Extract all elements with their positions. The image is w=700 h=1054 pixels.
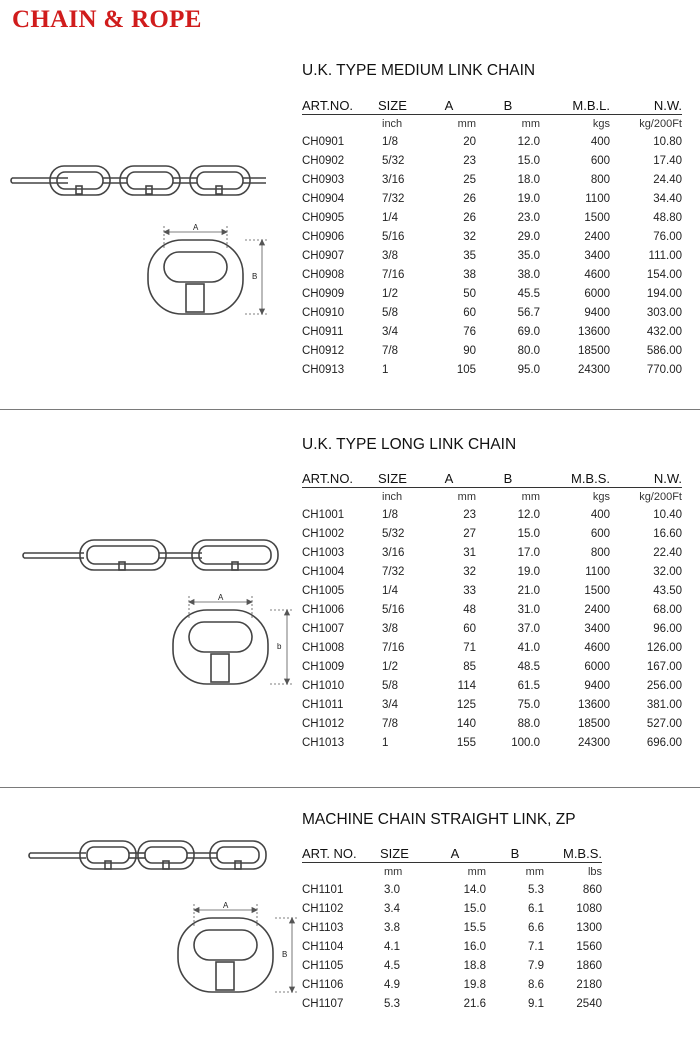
table-row: [302, 657, 682, 676]
spec-cell: 125: [456, 698, 476, 711]
long-link-chain-illustration: [22, 532, 282, 582]
long-link-dimension-diagram: [165, 592, 300, 692]
spec-cell: 71: [463, 641, 476, 654]
spec-cell: 6000: [584, 660, 610, 673]
article-number-cell: CH1106: [302, 978, 344, 991]
column-header: M.B.L.: [540, 93, 610, 115]
article-number-cell: CH0902: [302, 154, 345, 167]
spec-cell: 76: [463, 325, 476, 338]
spec-cell: 600: [590, 154, 610, 167]
spec-cell: 1500: [584, 211, 610, 224]
spec-cell: 7.9: [528, 959, 544, 972]
spec-cell: 6.1: [528, 902, 544, 915]
spec-cell: 27: [463, 527, 476, 540]
column-header: M.B.S.: [544, 841, 602, 863]
article-number-cell: CH1009: [302, 660, 345, 673]
table-row: [302, 899, 602, 918]
column-header: ART. NO.: [302, 841, 380, 863]
table-row: [302, 170, 682, 189]
table-row: [302, 562, 682, 581]
article-number-cell: CH0908: [302, 268, 345, 281]
spec-cell: 12.0: [517, 135, 540, 148]
spec-cell: 7/32: [382, 565, 405, 578]
article-number-cell: CH0906: [302, 230, 345, 243]
spec-cell: 800: [590, 173, 610, 186]
spec-cell: 20: [463, 135, 476, 148]
table-row: [302, 880, 602, 899]
article-number-cell: CH0913: [302, 363, 345, 376]
spec-cell: 696.00: [646, 736, 682, 749]
article-number-cell: CH0905: [302, 211, 345, 224]
spec-cell: 7/32: [382, 192, 405, 205]
article-number-cell: CH0912: [302, 344, 345, 357]
spec-cell: 18500: [578, 717, 610, 730]
spec-cell: 48.80: [653, 211, 682, 224]
section-divider: [0, 409, 700, 410]
spec-cell: 31.0: [517, 603, 540, 616]
spec-cell: 5/8: [382, 679, 398, 692]
spec-cell: 14.0: [463, 883, 486, 896]
spec-cell: 105: [456, 363, 476, 376]
spec-cell: 1/2: [382, 287, 398, 300]
unit-label: mm: [384, 865, 403, 878]
spec-cell: 2180: [576, 978, 602, 991]
spec-cell: 4.5: [384, 959, 400, 972]
unit-label: mm: [525, 865, 544, 878]
article-number-cell: CH1004: [302, 565, 345, 578]
spec-cell: 1300: [576, 921, 602, 934]
spec-cell: 37.0: [517, 622, 540, 635]
spec-cell: 60: [463, 622, 476, 635]
table-header-row: [302, 841, 602, 863]
spec-cell: 15.0: [517, 527, 540, 540]
spec-cell: 38.0: [517, 268, 540, 281]
unit-label: inch: [382, 490, 403, 503]
machine-chain-illustration: [28, 832, 278, 882]
column-header: A: [422, 93, 476, 115]
spec-cell: 5/32: [382, 154, 405, 167]
spec-cell: 32.00: [653, 565, 682, 578]
column-header: B: [476, 466, 540, 488]
table-row: [302, 322, 682, 341]
spec-cell: 7/8: [382, 344, 398, 357]
spec-cell: 15.0: [463, 902, 486, 915]
machine-chain-spec-table: [302, 841, 602, 1013]
table-header-row: [302, 93, 682, 115]
spec-cell: 9400: [584, 679, 610, 692]
table-row: [302, 695, 682, 714]
units-row: [302, 863, 602, 881]
unit-label: mm: [457, 490, 476, 503]
spec-cell: 381.00: [646, 698, 682, 711]
medium-link-spec-table: [302, 93, 682, 379]
article-number-cell: CH0907: [302, 249, 345, 262]
spec-cell: 140: [456, 717, 476, 730]
spec-cell: 3/8: [382, 249, 398, 262]
spec-cell: 61.5: [517, 679, 540, 692]
spec-cell: 31: [463, 546, 476, 559]
spec-cell: 60: [463, 306, 476, 319]
dimension-b-label: B: [282, 950, 288, 959]
article-number-cell: CH1012: [302, 717, 345, 730]
article-number-cell: CH0909: [302, 287, 345, 300]
spec-cell: 29.0: [517, 230, 540, 243]
spec-cell: 43.50: [653, 584, 682, 597]
column-header: A: [422, 466, 476, 488]
column-header: SIZE: [378, 93, 422, 115]
article-number-cell: CH1001: [302, 508, 345, 521]
spec-cell: 7/16: [382, 641, 405, 654]
page-title: CHAIN & ROPE: [12, 6, 202, 33]
spec-cell: 22.40: [653, 546, 682, 559]
spec-cell: 90: [463, 344, 476, 357]
table-row: [302, 246, 682, 265]
spec-cell: 68.00: [653, 603, 682, 616]
dimension-b-label: b: [277, 642, 282, 651]
spec-cell: 35: [463, 249, 476, 262]
spec-cell: 7/16: [382, 268, 405, 281]
table-row: [302, 581, 682, 600]
spec-cell: 586.00: [646, 344, 682, 357]
spec-cell: 15.5: [463, 921, 486, 934]
spec-cell: 18500: [578, 344, 610, 357]
column-header: M.B.S.: [540, 466, 610, 488]
table-row: [302, 543, 682, 562]
long-link-spec-table: [302, 466, 682, 752]
spec-cell: 4600: [584, 268, 610, 281]
article-number-cell: CH1002: [302, 527, 345, 540]
section-title: MACHINE CHAIN STRAIGHT LINK, ZP: [302, 811, 576, 828]
spec-cell: 400: [590, 135, 610, 148]
section-title: U.K. TYPE LONG LINK CHAIN: [302, 436, 517, 453]
spec-cell: 16.60: [653, 527, 682, 540]
spec-cell: 1100: [585, 192, 610, 205]
medium-link-dimension-diagram: [140, 222, 275, 322]
units-row: [302, 115, 682, 133]
spec-cell: 26: [463, 211, 476, 224]
spec-cell: 111.00: [648, 249, 682, 262]
spec-cell: 76.00: [653, 230, 682, 243]
table-row: [302, 227, 682, 246]
article-number-cell: CH1102: [302, 902, 344, 915]
column-header: B: [476, 93, 540, 115]
unit-label: kgs: [592, 117, 610, 130]
table-row: [302, 284, 682, 303]
table-row: [302, 994, 602, 1013]
spec-cell: 7/8: [382, 717, 398, 730]
spec-cell: 5/16: [382, 603, 405, 616]
spec-cell: 10.40: [653, 508, 682, 521]
article-number-cell: CH1107: [302, 997, 344, 1010]
column-header: B: [486, 841, 544, 863]
spec-cell: 1560: [576, 940, 602, 953]
unit-label: kg/200Ft: [639, 490, 682, 503]
spec-cell: 32: [463, 230, 476, 243]
spec-cell: 1100: [585, 565, 610, 578]
spec-cell: 25: [463, 173, 476, 186]
spec-cell: 400: [590, 508, 610, 521]
spec-cell: 5/16: [382, 230, 405, 243]
spec-cell: 3.4: [384, 902, 400, 915]
article-number-cell: CH1103: [302, 921, 344, 934]
spec-cell: 7.1: [528, 940, 544, 953]
spec-cell: 16.0: [463, 940, 486, 953]
spec-cell: 13600: [578, 325, 610, 338]
spec-cell: 96.00: [653, 622, 682, 635]
spec-cell: 95.0: [517, 363, 540, 376]
spec-cell: 3/16: [382, 546, 405, 559]
spec-cell: 4.1: [384, 940, 400, 953]
unit-label: lbs: [587, 865, 602, 878]
spec-cell: 17.40: [653, 154, 682, 167]
spec-cell: 85: [463, 660, 476, 673]
spec-cell: 800: [590, 546, 610, 559]
spec-cell: 32: [463, 565, 476, 578]
spec-cell: 21.6: [463, 997, 486, 1010]
spec-cell: 600: [590, 527, 610, 540]
article-number-cell: CH1104: [302, 940, 344, 953]
spec-cell: 3.0: [384, 883, 400, 896]
spec-cell: 6.6: [528, 921, 544, 934]
table-row: [302, 733, 682, 752]
spec-cell: 256.00: [646, 679, 682, 692]
table-row: [302, 975, 602, 994]
article-number-cell: CH0910: [302, 306, 345, 319]
spec-cell: 6000: [584, 287, 610, 300]
spec-cell: 1/4: [382, 211, 398, 224]
spec-cell: 23: [463, 154, 476, 167]
article-number-cell: CH1007: [302, 622, 345, 635]
spec-cell: 26: [463, 192, 476, 205]
spec-cell: 1/8: [382, 135, 398, 148]
spec-cell: 3/4: [382, 325, 398, 338]
medium-link-chain-illustration: [10, 150, 270, 200]
unit-label: inch: [382, 117, 403, 130]
spec-cell: 126.00: [646, 641, 682, 654]
unit-label: mm: [467, 865, 486, 878]
spec-cell: 5.3: [528, 883, 544, 896]
spec-cell: 2400: [584, 603, 610, 616]
spec-cell: 18.0: [517, 173, 540, 186]
spec-cell: 1/2: [382, 660, 398, 673]
unit-label: [302, 115, 378, 133]
table-row: [302, 265, 682, 284]
article-number-cell: CH0903: [302, 173, 345, 186]
article-number-cell: CH0911: [302, 325, 344, 338]
spec-cell: 23.0: [517, 211, 540, 224]
column-header: ART.NO.: [302, 93, 378, 115]
table-row: [302, 208, 682, 227]
spec-cell: 48.5: [517, 660, 540, 673]
table-row: [302, 918, 602, 937]
spec-cell: 50: [463, 287, 476, 300]
spec-cell: 114: [457, 679, 476, 692]
table-row: [302, 132, 682, 151]
article-number-cell: CH0904: [302, 192, 345, 205]
column-header: N.W.: [610, 93, 682, 115]
article-number-cell: CH1005: [302, 584, 345, 597]
spec-cell: 770.00: [646, 363, 682, 376]
table-row: [302, 956, 602, 975]
spec-cell: 155: [456, 736, 476, 749]
spec-cell: 4600: [584, 641, 610, 654]
spec-cell: 5.3: [384, 997, 400, 1010]
table-row: [302, 341, 682, 360]
spec-cell: 303.00: [646, 306, 682, 319]
spec-cell: 12.0: [517, 508, 540, 521]
spec-cell: 1500: [584, 584, 610, 597]
section-title: U.K. TYPE MEDIUM LINK CHAIN: [302, 62, 536, 79]
spec-cell: 3400: [584, 622, 610, 635]
spec-cell: 38: [463, 268, 476, 281]
unit-label: kgs: [592, 490, 610, 503]
article-number-cell: CH1008: [302, 641, 345, 654]
table-row: [302, 303, 682, 322]
article-number-cell: CH1013: [302, 736, 345, 749]
table-row: [302, 714, 682, 733]
spec-cell: 48: [463, 603, 476, 616]
article-number-cell: CH1010: [302, 679, 345, 692]
spec-cell: 3/4: [382, 698, 398, 711]
article-number-cell: CH1101: [302, 883, 344, 896]
spec-cell: 33: [463, 584, 476, 597]
spec-cell: 3.8: [384, 921, 400, 934]
spec-cell: 432.00: [646, 325, 682, 338]
spec-cell: 88.0: [517, 717, 540, 730]
unit-label: mm: [521, 117, 540, 130]
spec-cell: 3/16: [382, 173, 405, 186]
spec-cell: 21.0: [517, 584, 540, 597]
dimension-b-label: B: [252, 272, 258, 281]
spec-cell: 1/4: [382, 584, 398, 597]
spec-cell: 10.80: [653, 135, 682, 148]
table-row: [302, 189, 682, 208]
spec-cell: 1860: [576, 959, 602, 972]
spec-cell: 75.0: [517, 698, 540, 711]
unit-label: kg/200Ft: [639, 117, 682, 130]
spec-cell: 19.0: [517, 565, 540, 578]
dimension-a-label: A: [193, 223, 199, 232]
spec-cell: 194.00: [646, 287, 682, 300]
spec-cell: 2400: [584, 230, 610, 243]
spec-cell: 9.1: [528, 997, 544, 1010]
machine-chain-dimension-diagram: [170, 900, 305, 1000]
spec-cell: 17.0: [517, 546, 540, 559]
spec-cell: 80.0: [517, 344, 540, 357]
spec-cell: 19.0: [517, 192, 540, 205]
dimension-a-label: A: [218, 593, 224, 602]
spec-cell: 24300: [578, 363, 610, 376]
table-row: [302, 676, 682, 695]
spec-cell: 41.0: [517, 641, 540, 654]
spec-cell: 56.7: [517, 306, 540, 319]
spec-cell: 3/8: [382, 622, 398, 635]
spec-cell: 9400: [584, 306, 610, 319]
article-number-cell: CH1006: [302, 603, 345, 616]
table-row: [302, 638, 682, 657]
spec-cell: 8.6: [528, 978, 544, 991]
spec-cell: 154.00: [646, 268, 682, 281]
table-row: [302, 360, 682, 379]
spec-cell: 69.0: [517, 325, 540, 338]
article-number-cell: CH0901: [302, 135, 345, 148]
article-number-cell: CH1105: [302, 959, 344, 972]
spec-cell: 23: [463, 508, 476, 521]
table-row: [302, 151, 682, 170]
section-divider: [0, 787, 700, 788]
spec-cell: 45.5: [517, 287, 540, 300]
table-row: [302, 937, 602, 956]
spec-cell: 5/8: [382, 306, 398, 319]
spec-cell: 527.00: [646, 717, 682, 730]
spec-cell: 35.0: [517, 249, 540, 262]
spec-cell: 19.8: [463, 978, 486, 991]
spec-cell: 18.8: [463, 959, 486, 972]
spec-cell: 24.40: [653, 173, 682, 186]
column-header: SIZE: [378, 466, 422, 488]
table-row: [302, 600, 682, 619]
spec-cell: 1/8: [382, 508, 398, 521]
column-header: N.W.: [610, 466, 682, 488]
unit-label: [302, 863, 380, 881]
unit-label: mm: [457, 117, 476, 130]
spec-cell: 4.9: [384, 978, 400, 991]
article-number-cell: CH1003: [302, 546, 345, 559]
spec-cell: 167.00: [646, 660, 682, 673]
table-row: [302, 505, 682, 524]
units-row: [302, 488, 682, 506]
spec-cell: 15.0: [517, 154, 540, 167]
dimension-a-label: A: [223, 901, 229, 910]
spec-cell: 24300: [578, 736, 610, 749]
table-row: [302, 524, 682, 543]
table-header-row: [302, 466, 682, 488]
spec-cell: 1080: [576, 902, 602, 915]
spec-cell: 5/32: [382, 527, 405, 540]
spec-cell: 13600: [578, 698, 610, 711]
spec-cell: 100.0: [511, 736, 540, 749]
spec-cell: 860: [582, 883, 602, 896]
table-row: [302, 619, 682, 638]
spec-cell: 2540: [576, 997, 602, 1010]
unit-label: [302, 488, 378, 506]
column-header: A: [424, 841, 486, 863]
column-header: SIZE: [380, 841, 424, 863]
unit-label: mm: [521, 490, 540, 503]
spec-cell: 3400: [584, 249, 610, 262]
column-header: ART.NO.: [302, 466, 378, 488]
spec-cell: 1: [382, 363, 389, 376]
article-number-cell: CH1011: [302, 698, 344, 711]
spec-cell: 1: [382, 736, 389, 749]
spec-cell: 34.40: [653, 192, 682, 205]
